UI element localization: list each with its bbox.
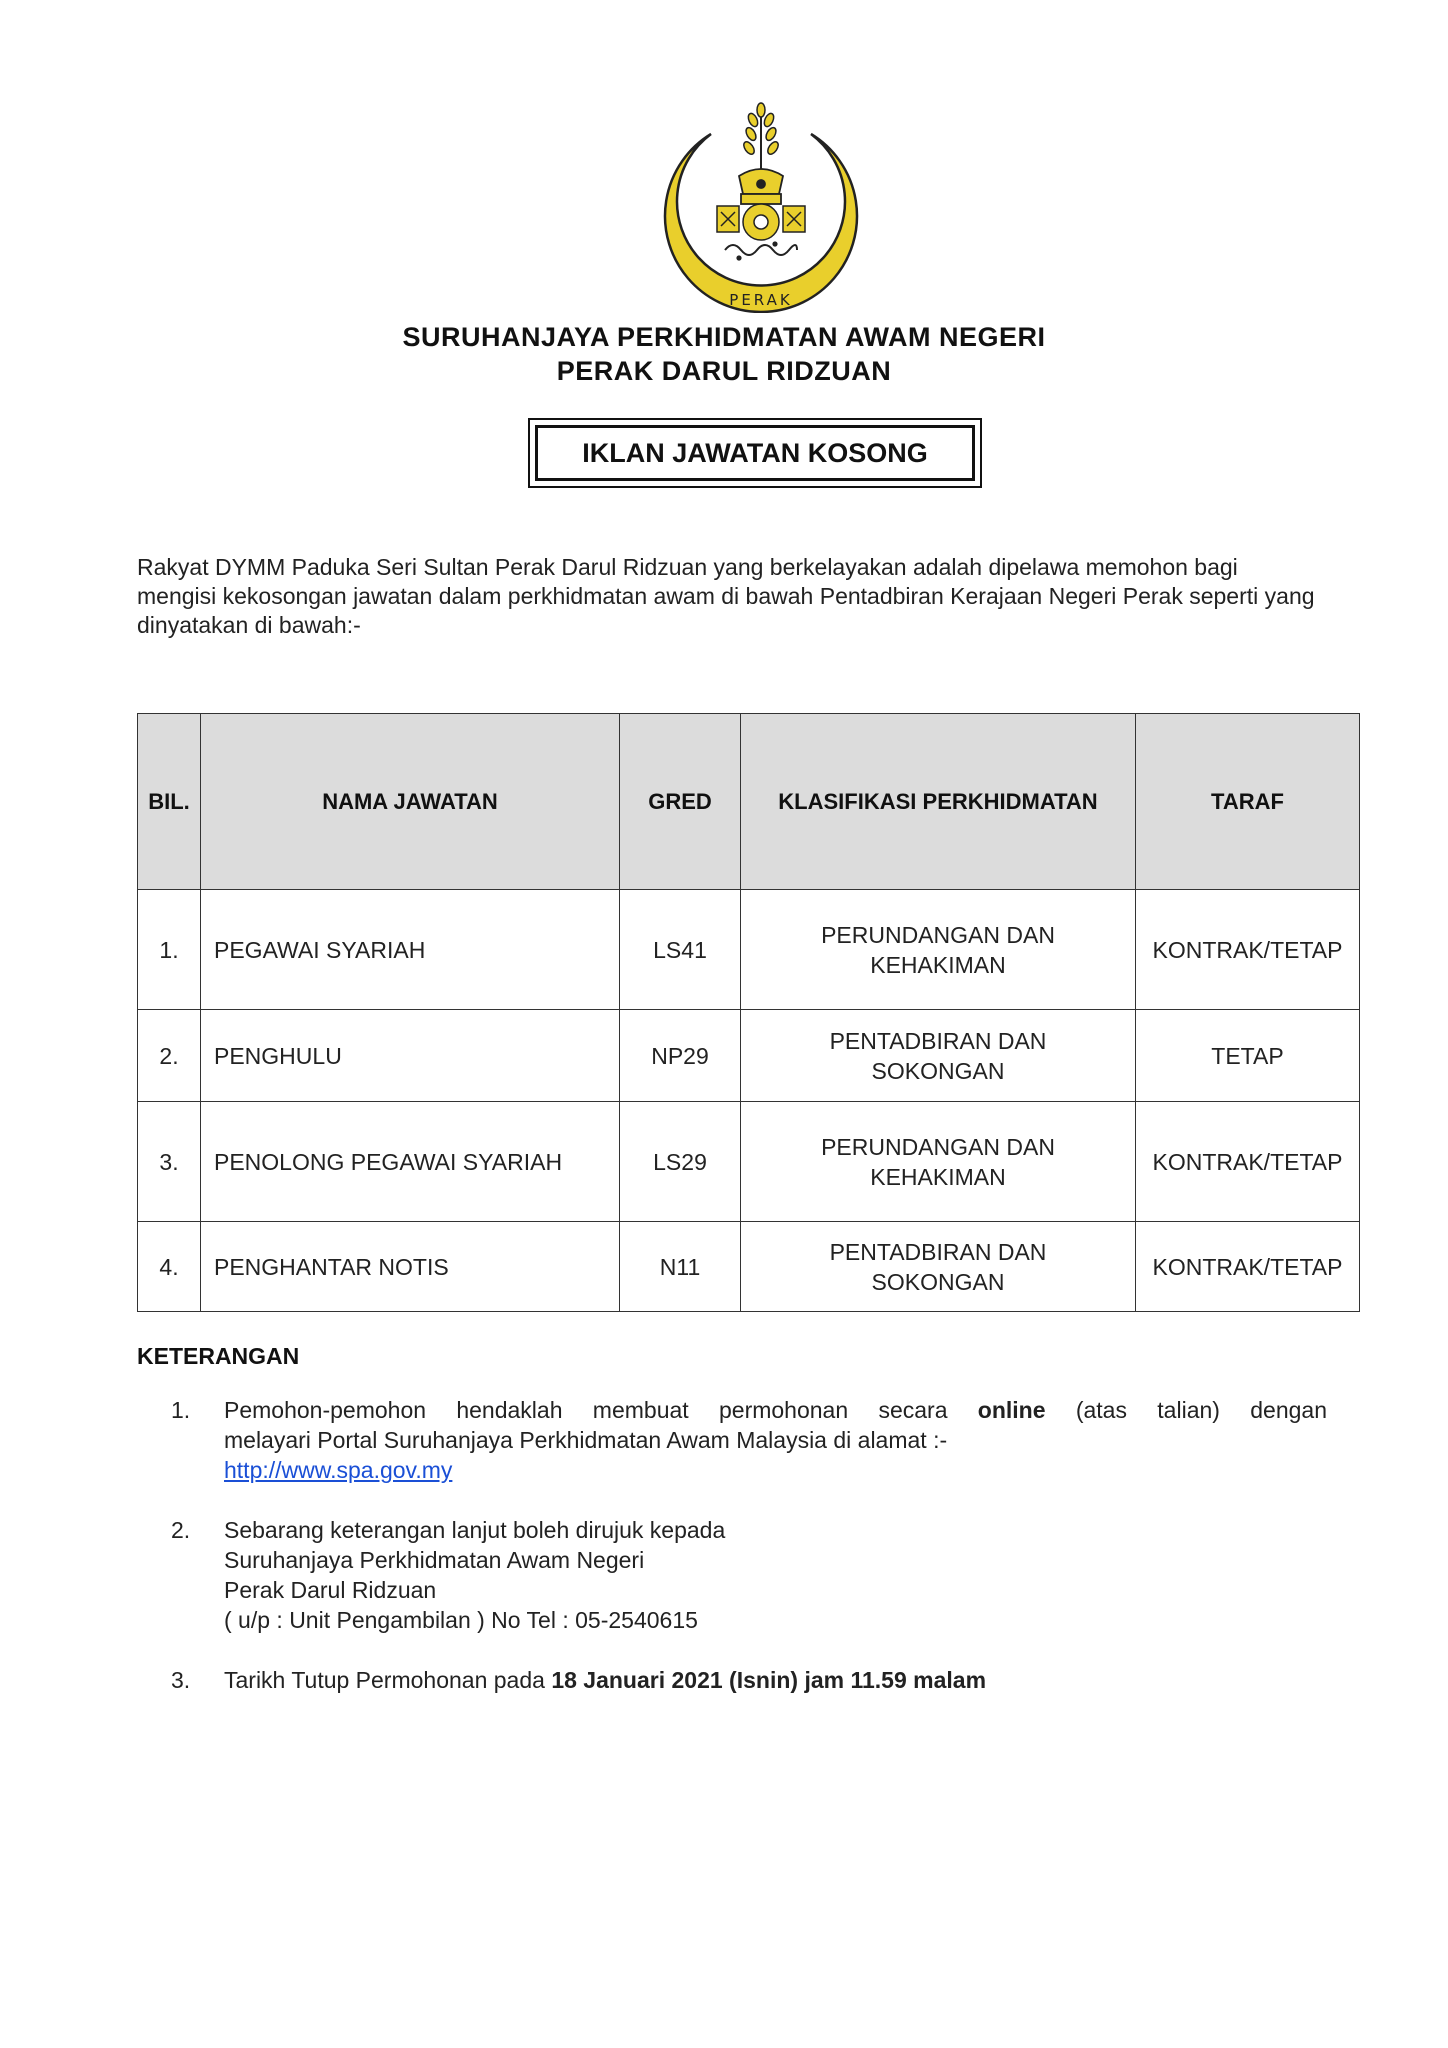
klasifikasi-line1: PERUNDANGAN DAN — [821, 921, 1055, 948]
cell-klasifikasi — [741, 890, 1136, 1010]
klasifikasi-line1: PENTADBIRAN DAN — [829, 1027, 1047, 1054]
table-row — [138, 1222, 1360, 1312]
perak-emblem — [655, 98, 867, 313]
cell-klasifikasi — [741, 1222, 1136, 1312]
cell-klasifikasi — [741, 1102, 1136, 1222]
cell-gred: LS41 — [620, 890, 741, 1010]
org-name-line2: PERAK DARUL RIDZUAN — [556, 356, 892, 386]
header-klasifikasi: KLASIFIKASI PERKHIDMATAN — [741, 714, 1136, 890]
crown-icon — [739, 169, 783, 204]
header-bil: BIL. — [138, 714, 201, 890]
header-gred: GRED — [620, 714, 741, 890]
cell-taraf: KONTRAK/TETAP — [1136, 1102, 1360, 1222]
sun-ornament-icon — [717, 204, 805, 240]
item-2-line4: ( u/p : Unit Pengambilan ) No Tel : 05-2540615 — [224, 1607, 698, 1633]
item-1-text-pre: Pemohon-pemohon hendaklah membuat permohonan secara — [224, 1397, 948, 1423]
item-2-line3: Perak Darul Ridzuan — [224, 1577, 437, 1603]
closing-date: 18 Januari 2021 (Isnin) jam 11.59 malam — [551, 1667, 987, 1693]
cell-bil: 1. — [138, 890, 201, 1010]
item-1-line2: melayari Portal Suruhanjaya Perkhidmatan Awam Malaysia di alamat :- — [224, 1427, 948, 1453]
cell-nama: PENOLONG PEGAWAI SYARIAH — [201, 1102, 620, 1222]
cell-nama: PENGHANTAR NOTIS — [201, 1222, 620, 1312]
item-number: 2. — [171, 1517, 191, 1543]
cell-nama: PEGAWAI SYARIAH — [201, 890, 620, 1010]
cell-gred: LS29 — [620, 1102, 741, 1222]
item-1-text-post: (atas talian) dengan — [1075, 1397, 1327, 1423]
table-row — [138, 1102, 1360, 1222]
klasifikasi-line2: KEHAKIMAN — [870, 951, 1006, 978]
item-3-text-pre: Tarikh Tutup Permohonan pada — [224, 1667, 545, 1693]
keterangan-item-3 — [137, 1665, 1327, 1695]
cell-klasifikasi — [741, 1010, 1136, 1102]
klasifikasi-line1: PENTADBIRAN DAN — [829, 1238, 1047, 1265]
intro-paragraph: Rakyat DYMM Paduka Seri Sultan Perak Darul Ridzuan yang berkelayakan adalah dipelawa memohon bagi mengisi kekosongan jawatan dalam perkhidmatan awam di bawah Pentadbiran Kerajaan Negeri Perak seperti yang dinyatakan di bawah:- — [137, 554, 1315, 638]
page-title: IKLAN JAWATAN KOSONG — [535, 425, 975, 481]
cell-gred: N11 — [620, 1222, 741, 1312]
item-1-line1 — [224, 1395, 1327, 1425]
klasifikasi-line2: SOKONGAN — [871, 1268, 1005, 1295]
klasifikasi-line2: KEHAKIMAN — [870, 1163, 1006, 1190]
emblem-label: PERAK — [729, 291, 793, 309]
cell-nama: PENGHULU — [201, 1010, 620, 1102]
keterangan-item-1 — [137, 1395, 1327, 1485]
item-number: 1. — [171, 1397, 191, 1423]
cell-taraf: KONTRAK/TETAP — [1136, 1222, 1360, 1312]
keterangan-heading: KETERANGAN — [137, 1343, 300, 1369]
org-name-line1: SURUHANJAYA PERKHIDMATAN AWAM NEGERI — [402, 322, 1046, 352]
header-nama-jawatan: NAMA JAWATAN — [201, 714, 620, 890]
klasifikasi-line2: SOKONGAN — [871, 1057, 1005, 1084]
spa-portal-link[interactable]: http://www.spa.gov.my — [224, 1457, 453, 1483]
cell-bil: 4. — [138, 1222, 201, 1312]
keterangan-item-2 — [137, 1515, 1327, 1635]
item-2-line1: Sebarang keterangan lanjut boleh dirujuk kepada — [224, 1517, 726, 1543]
table-header-row — [138, 714, 1360, 890]
item-number: 3. — [171, 1667, 191, 1693]
klasifikasi-line1: PERUNDANGAN DAN — [821, 1133, 1055, 1160]
cell-bil: 2. — [138, 1010, 201, 1102]
cell-gred: NP29 — [620, 1010, 741, 1102]
item-2-line2: Suruhanjaya Perkhidmatan Awam Negeri — [224, 1547, 645, 1573]
title-box — [528, 418, 982, 488]
table-row — [138, 890, 1360, 1010]
cell-bil: 3. — [138, 1102, 201, 1222]
jawi-scroll-decoration — [725, 242, 797, 259]
paddy-stalk-icon — [742, 103, 781, 170]
header-taraf: TARAF — [1136, 714, 1360, 890]
cell-taraf: TETAP — [1136, 1010, 1360, 1102]
job-vacancy-table — [137, 713, 1360, 1312]
table-row — [138, 1010, 1360, 1102]
item-3-line1 — [224, 1665, 1327, 1695]
cell-taraf: KONTRAK/TETAP — [1136, 890, 1360, 1010]
item-1-bold: online — [977, 1397, 1046, 1423]
